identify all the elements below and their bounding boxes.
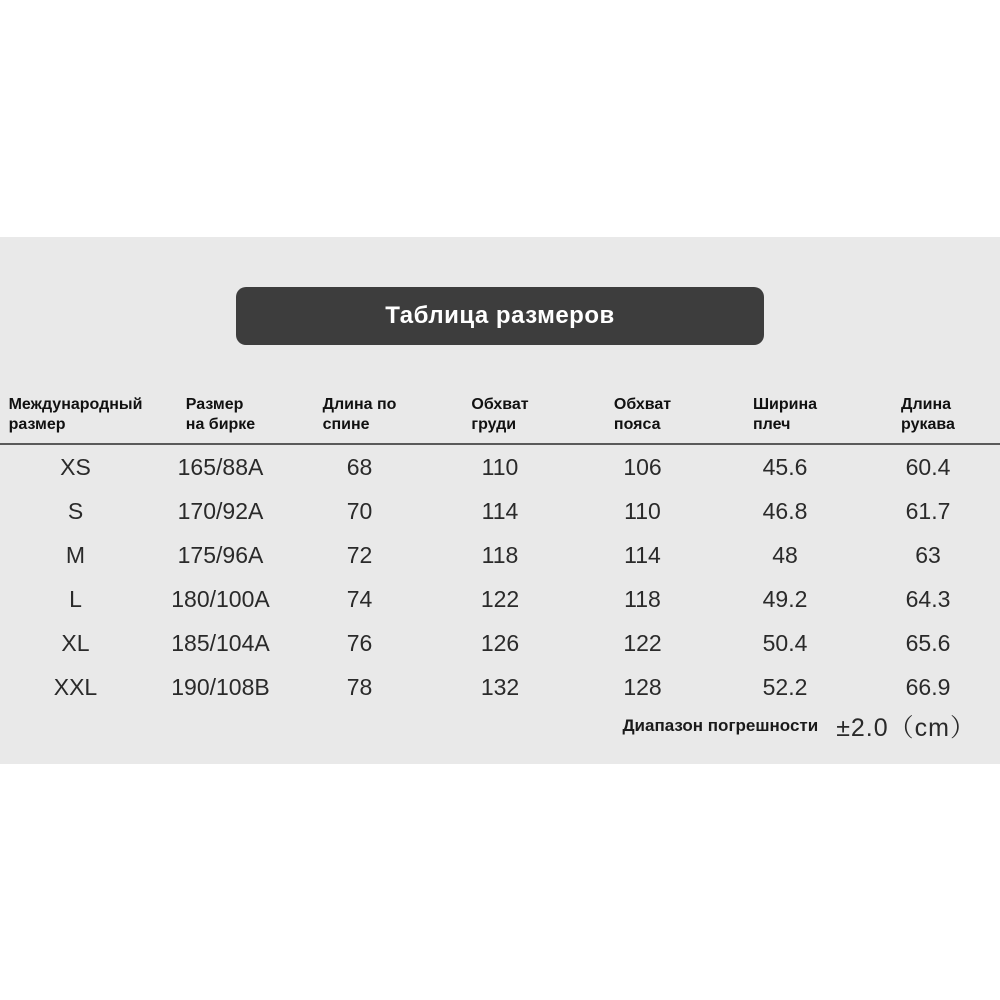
cell-international-size: XS — [60, 453, 91, 480]
column-header-chest — [429, 393, 571, 443]
header-line: Обхват — [471, 396, 529, 413]
cell-shoulder-width: 45.6 — [762, 453, 808, 480]
cell-waist: 128 — [623, 673, 662, 700]
cell-label-size: 165/88A — [177, 453, 264, 480]
header-line: груди — [471, 416, 517, 433]
table-row — [0, 533, 1000, 577]
table-row — [0, 665, 1000, 709]
table-row — [0, 577, 1000, 621]
table-row — [0, 621, 1000, 665]
column-header-international-size — [0, 393, 151, 443]
cell-label-size: 175/96A — [177, 541, 264, 568]
column-header-shoulder-width — [714, 393, 856, 443]
size-table — [0, 393, 1000, 709]
cell-waist: 114 — [624, 541, 661, 568]
header-line: Обхват — [613, 396, 672, 413]
tolerance-note-value: ±2.0（cm） — [836, 714, 976, 742]
header-line: размер — [8, 416, 66, 433]
cell-label-size: 190/108B — [171, 673, 270, 700]
cell-back-length: 68 — [346, 453, 373, 480]
cell-back-length: 78 — [346, 673, 373, 700]
table-row — [0, 445, 1000, 489]
cell-shoulder-width: 50.4 — [762, 629, 808, 656]
header-line: Ширина — [752, 396, 818, 413]
table-body — [0, 445, 1000, 709]
header-line: на бирке — [185, 416, 256, 433]
cell-back-length: 72 — [346, 541, 373, 568]
column-header-label-size — [151, 393, 290, 443]
cell-shoulder-width: 48 — [772, 541, 798, 568]
cell-sleeve-length: 66.9 — [905, 673, 951, 700]
cell-sleeve-length: 65.6 — [905, 629, 951, 656]
cell-shoulder-width: 52.2 — [762, 673, 808, 700]
cell-label-size: 185/104A — [171, 629, 270, 656]
cell-sleeve-length: 60.4 — [905, 453, 951, 480]
header-line: Размер — [185, 396, 244, 413]
header-line: рукава — [901, 416, 955, 433]
header-line: Длина по — [322, 396, 397, 413]
cell-back-length: 74 — [346, 585, 373, 612]
cell-chest: 126 — [480, 629, 520, 656]
cell-sleeve-length: 64.3 — [905, 585, 951, 612]
table-row — [0, 489, 1000, 533]
cell-waist: 106 — [623, 453, 662, 480]
table-header-row — [0, 393, 1000, 445]
title-box — [236, 287, 764, 345]
cell-label-size: 180/100A — [171, 585, 270, 612]
cell-chest: 114 — [481, 497, 519, 524]
cell-waist: 122 — [623, 629, 662, 656]
column-header-back-length — [290, 393, 429, 443]
cell-international-size: L — [69, 585, 82, 612]
cell-shoulder-width: 46.8 — [762, 497, 808, 524]
header-line: спине — [322, 416, 370, 433]
cell-chest: 132 — [480, 673, 520, 700]
column-header-waist — [571, 393, 714, 443]
cell-waist: 118 — [624, 585, 661, 612]
tolerance-note-label: Диапазон погрешности — [622, 716, 819, 735]
page-title: Таблица размеров — [385, 302, 615, 329]
header-line: Длина — [901, 396, 952, 413]
header-line: плеч — [752, 416, 791, 433]
header-line: пояса — [613, 416, 661, 433]
cell-chest: 118 — [481, 541, 519, 568]
cell-sleeve-length: 63 — [915, 541, 941, 568]
cell-international-size: M — [65, 541, 86, 568]
cell-international-size: XL — [61, 629, 90, 656]
cell-back-length: 76 — [346, 629, 373, 656]
header-line: Международный — [8, 396, 143, 413]
cell-waist: 110 — [624, 497, 661, 524]
cell-shoulder-width: 49.2 — [762, 585, 808, 612]
column-header-sleeve-length — [856, 393, 1000, 443]
cell-international-size: S — [67, 497, 84, 524]
tolerance-note — [0, 710, 976, 742]
cell-label-size: 170/92A — [177, 497, 264, 524]
cell-sleeve-length: 61.7 — [905, 497, 951, 524]
cell-back-length: 70 — [346, 497, 373, 524]
cell-international-size: XXL — [53, 673, 98, 700]
cell-chest: 110 — [481, 453, 519, 480]
cell-chest: 122 — [480, 585, 520, 612]
